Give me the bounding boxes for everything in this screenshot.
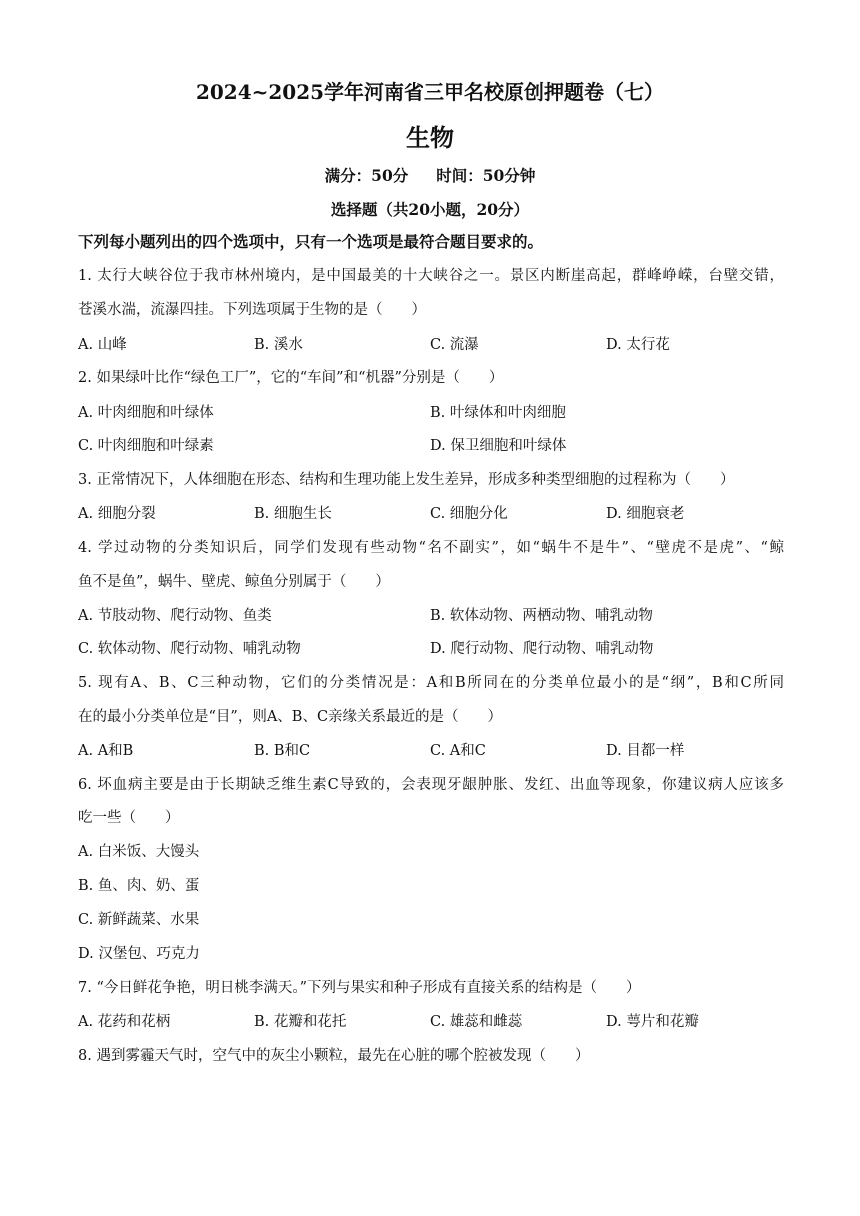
- question-1-option-c: C. 流瀑: [430, 337, 479, 353]
- question-7-option-d: D. 萼片和花瓣: [606, 1014, 699, 1030]
- question-3-option-d: D. 细胞衰老: [606, 506, 685, 522]
- question-3-option-c: C. 细胞分化: [430, 506, 508, 522]
- question-6-option-c: C. 新鲜蔬菜、水果: [78, 912, 200, 928]
- question-5-text-line-1: 5. 现有A、B、C三种动物，它们的分类情况是：A和B所同在的分类单位最小的是“纲”，B和C所同: [78, 675, 784, 691]
- question-2-text: 2. 如果绿叶比作“绿色工厂”，它的“车间”和“机器”分别是（ ）: [78, 370, 504, 386]
- question-6-option-b: B. 鱼、肉、奶、蛋: [78, 878, 200, 894]
- exam-title: 2024~2025学年河南省三甲名校原创押题卷（七）: [195, 80, 665, 104]
- section-heading: 选择题（共20小题，20分）: [330, 200, 530, 219]
- exam-time: 时间：50分钟: [436, 166, 536, 185]
- question-6-option-d: D. 汉堡包、巧克力: [78, 946, 200, 962]
- question-5-text-line-2: 在的最小分类单位是“目”，则A、B、C亲缘关系最近的是（ ）: [78, 709, 503, 725]
- question-7-text: 7. “今日鲜花争艳，明日桃李满天。”下列与果实和种子形成有直接关系的结构是（ ）: [78, 980, 641, 996]
- question-4-option-b: B. 软体动物、两栖动物、哺乳动物: [430, 608, 653, 624]
- question-5-option-a: A. A和B: [78, 743, 134, 759]
- question-3-option-b: B. 细胞生长: [254, 506, 332, 522]
- question-8-text: 8. 遇到雾霾天气时，空气中的灰尘小颗粒，最先在心脏的哪个腔被发现（ ）: [78, 1048, 590, 1064]
- question-7-option-c: C. 雄蕊和雌蕊: [430, 1014, 523, 1030]
- full-score: 满分：50分: [324, 166, 409, 185]
- question-4-text-line-1: 4. 学过动物的分类知识后，同学们发现有些动物“名不副实”，如“蜗牛不是牛”、“壁虎不是虎”、“鲸: [78, 540, 784, 556]
- question-1-option-b: B. 溪水: [254, 337, 303, 353]
- question-4-option-c: C. 软体动物、爬行动物、哺乳动物: [78, 641, 301, 657]
- question-5-option-c: C. A和C: [430, 743, 486, 759]
- question-6-text-line-2: 吃一些（ ）: [78, 810, 180, 826]
- subject-title: 生物: [406, 123, 454, 152]
- section-instruction: 下列每小题列出的四个选项中，只有一个选项是最符合题目要求的。: [78, 232, 544, 251]
- question-7-option-a: A. 花药和花柄: [78, 1014, 171, 1030]
- question-3-option-a: A. 细胞分裂: [78, 506, 156, 522]
- question-5-option-b: B. B和C: [254, 743, 311, 759]
- question-6-text-line-1: 6. 坏血病主要是由于长期缺乏维生素C导致的，会表现牙龈肿胀、发红、出血等现象，你建议病人应该多: [78, 777, 784, 793]
- question-1-text-line-2: 苍溪水湍，流瀑四挂。下列选项属于生物的是（ ）: [78, 302, 426, 318]
- question-4-text-line-2: 鱼不是鱼”，蜗牛、壁虎、鲸鱼分别属于（ ）: [78, 574, 390, 590]
- question-1-option-a: A. 山峰: [78, 337, 127, 353]
- question-5-option-d: D. 目都一样: [606, 743, 685, 759]
- question-4-option-d: D. 爬行动物、爬行动物、哺乳动物: [430, 641, 654, 657]
- question-2-option-a: A. 叶肉细胞和叶绿体: [78, 405, 214, 421]
- question-2-option-b: B. 叶绿体和叶肉细胞: [430, 405, 566, 421]
- question-3-text: 3. 正常情况下，人体细胞在形态、结构和生理功能上发生差异，形成多种类型细胞的过程称为（ ）: [78, 472, 735, 488]
- score-time-line: [0, 164, 860, 186]
- question-4-option-a: A. 节肢动物、爬行动物、鱼类: [78, 608, 272, 624]
- question-2-option-c: C. 叶肉细胞和叶绿素: [78, 438, 214, 454]
- question-6-option-a: A. 白米饭、大馒头: [78, 844, 200, 860]
- question-1-option-d: D. 太行花: [606, 337, 670, 353]
- question-2-option-d: D. 保卫细胞和叶绿体: [430, 438, 567, 454]
- question-1-text-line-1: 1. 太行大峡谷位于我市林州境内，是中国最美的十大峡谷之一。景区内断崖高起，群峰峥嵘，台壁交错，: [78, 268, 784, 284]
- question-7-option-b: B. 花瓣和花托: [254, 1014, 347, 1030]
